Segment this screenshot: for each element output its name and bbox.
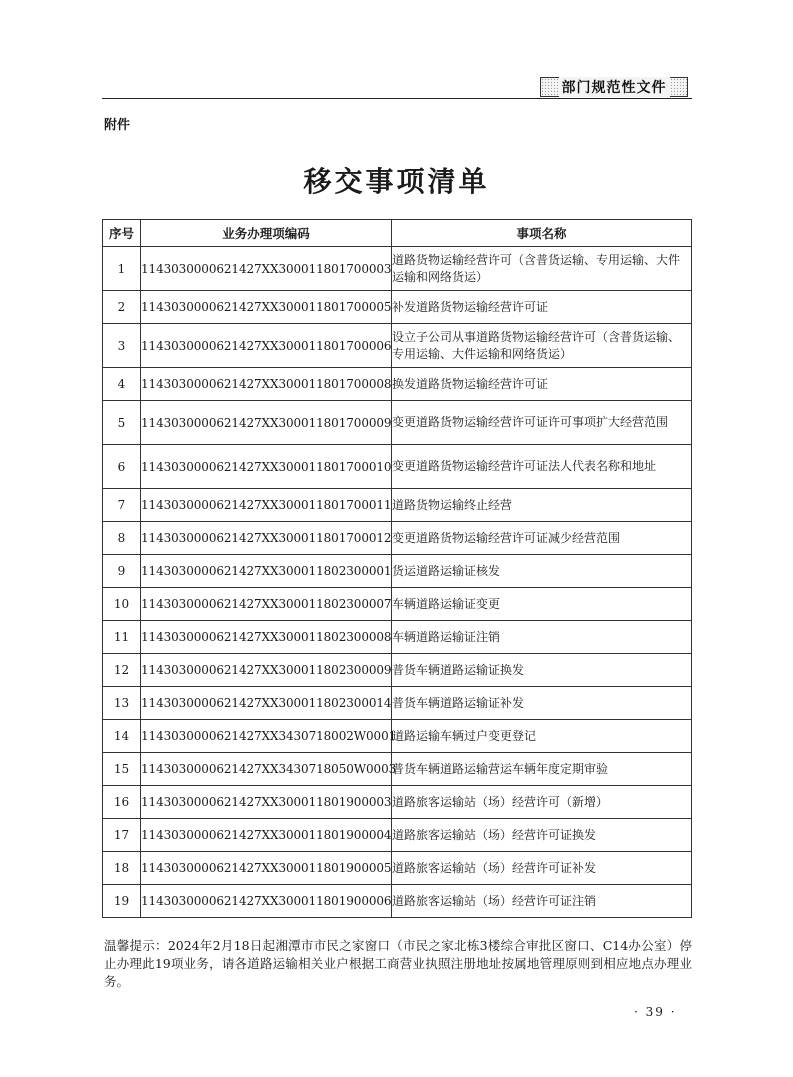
row-number: 6 [103, 445, 141, 489]
row-number: 1 [103, 247, 141, 291]
section-tag [540, 77, 688, 97]
row-number: 12 [103, 654, 141, 687]
table-row [103, 588, 692, 621]
row-code: 1143030000621427XX300011801700009 [141, 401, 392, 445]
row-item-name: 道路旅客运输站（场）经营许可证注销 [392, 885, 692, 918]
row-code: 1143030000621427XX300011802300007 [141, 588, 392, 621]
row-number: 5 [103, 401, 141, 445]
row-code: 1143030000621427XX300011801700008 [141, 368, 392, 401]
row-item-name: 普货车辆道路运输证换发 [392, 654, 692, 687]
row-item-name: 道路货物运输终止经营 [392, 489, 692, 522]
row-code: 1143030000621427XX300011801900004 [141, 819, 392, 852]
row-number: 7 [103, 489, 141, 522]
section-tag-label: 部门规范性文件 [559, 77, 670, 97]
row-item-name: 道路旅客运输站（场）经营许可证补发 [392, 852, 692, 885]
header-rule [102, 98, 692, 99]
row-item-name: 货运道路运输证核发 [392, 555, 692, 588]
row-code: 1143030000621427XX300011801900005 [141, 852, 392, 885]
row-item-name: 车辆道路运输证注销 [392, 621, 692, 654]
table-row [103, 324, 692, 368]
row-code: 1143030000621427XX300011802300014 [141, 687, 392, 720]
row-item-name: 设立子公司从事道路货物运输经营许可（含普货运输、专用运输、大件运输和网络货运） [392, 324, 692, 368]
row-item-name: 普货车辆道路运输营运车辆年度定期审验 [392, 753, 692, 786]
row-code: 1143030000621427XX300011801700006 [141, 324, 392, 368]
row-code: 1143030000621427XX300011801700010 [141, 445, 392, 489]
row-item-name: 车辆道路运输证变更 [392, 588, 692, 621]
table-row [103, 852, 692, 885]
reminder-note: 温馨提示：2024年2月18日起湘潭市市民之家窗口（市民之家北栋3楼综合审批区窗口、C14办公室）停止办理此19项业务，请各道路运输相关业户根据工商营业执照注册地址按属地管理原则到相应地点办理业务。 [104, 938, 692, 989]
row-number: 17 [103, 819, 141, 852]
row-code: 1143030000621427XX3430718002W0001 [141, 720, 392, 753]
table-row [103, 720, 692, 753]
row-number: 2 [103, 291, 141, 324]
row-code: 1143030000621427XX300011802300009 [141, 654, 392, 687]
row-number: 15 [103, 753, 141, 786]
col-header-name: 事项名称 [392, 220, 692, 247]
items-table [102, 219, 692, 918]
row-item-name: 道路旅客运输站（场）经营许可证换发 [392, 819, 692, 852]
col-header-code: 业务办理项编码 [141, 220, 392, 247]
row-code: 1143030000621427XX3430718050W0003 [141, 753, 392, 786]
table-row [103, 555, 692, 588]
table-header-row [103, 220, 692, 247]
table-row [103, 489, 692, 522]
row-item-name: 道路运输车辆过户变更登记 [392, 720, 692, 753]
table-row [103, 753, 692, 786]
table-row [103, 291, 692, 324]
row-number: 4 [103, 368, 141, 401]
row-code: 1143030000621427XX300011801900003 [141, 786, 392, 819]
row-number: 16 [103, 786, 141, 819]
col-header-no: 序号 [103, 220, 141, 247]
table-body [103, 247, 692, 918]
row-item-name: 道路货物运输经营许可（含普货运输、专用运输、大件运输和网络货运） [392, 247, 692, 291]
row-item-name: 换发道路货物运输经营许可证 [392, 368, 692, 401]
table-row [103, 786, 692, 819]
row-item-name: 变更道路货物运输经营许可证减少经营范围 [392, 522, 692, 555]
row-code: 1143030000621427XX300011802300008 [141, 621, 392, 654]
row-number: 3 [103, 324, 141, 368]
row-code: 1143030000621427XX300011801700012 [141, 522, 392, 555]
table-row [103, 885, 692, 918]
row-code: 1143030000621427XX300011801700011 [141, 489, 392, 522]
row-number: 14 [103, 720, 141, 753]
row-code: 1143030000621427XX300011801900006 [141, 885, 392, 918]
row-number: 11 [103, 621, 141, 654]
row-number: 8 [103, 522, 141, 555]
row-number: 19 [103, 885, 141, 918]
table-row [103, 401, 692, 445]
row-number: 9 [103, 555, 141, 588]
table-row [103, 654, 692, 687]
row-item-name: 变更道路货物运输经营许可证许可事项扩大经营范围 [392, 401, 692, 445]
table-row [103, 445, 692, 489]
table-row [103, 819, 692, 852]
row-code: 1143030000621427XX300011801700003 [141, 247, 392, 291]
page-title: 移交事项清单 [303, 165, 490, 198]
row-number: 13 [103, 687, 141, 720]
row-number: 10 [103, 588, 141, 621]
table-row [103, 247, 692, 291]
table-row [103, 621, 692, 654]
page-number: · 39 · [634, 1005, 677, 1019]
row-item-name: 普货车辆道路运输证补发 [392, 687, 692, 720]
attachment-label: 附件 [104, 118, 131, 133]
table-row [103, 522, 692, 555]
row-number: 18 [103, 852, 141, 885]
row-code: 1143030000621427XX300011801700005 [141, 291, 392, 324]
table-row [103, 687, 692, 720]
row-item-name: 变更道路货物运输经营许可证法人代表名称和地址 [392, 445, 692, 489]
row-code: 1143030000621427XX300011802300001 [141, 555, 392, 588]
row-item-name: 补发道路货物运输经营许可证 [392, 291, 692, 324]
row-item-name: 道路旅客运输站（场）经营许可（新增） [392, 786, 692, 819]
table-row [103, 368, 692, 401]
